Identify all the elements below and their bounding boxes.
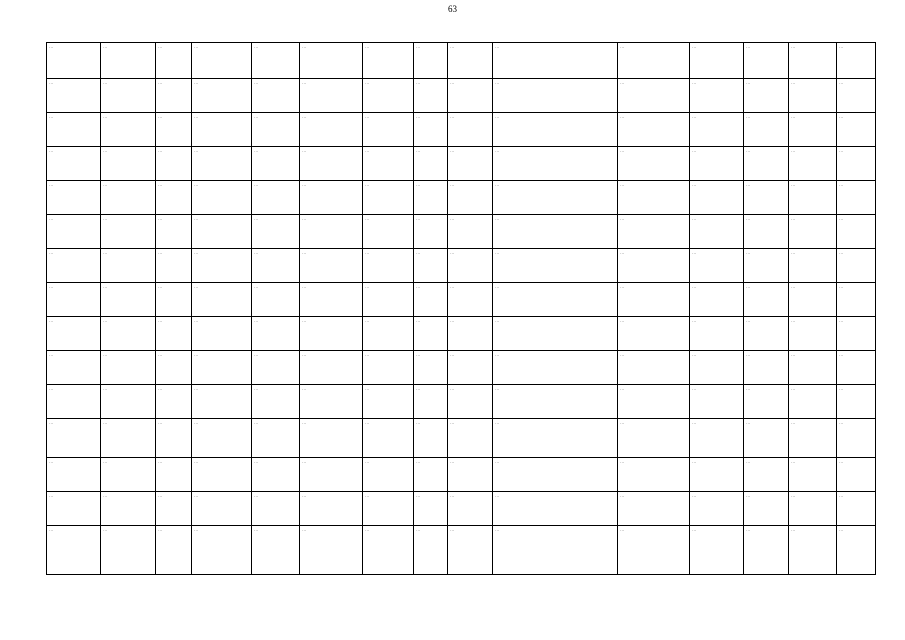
table-cell: …: [789, 283, 837, 317]
table-row: [47, 79, 876, 113]
table-cell: …: [618, 283, 690, 317]
table-cell: …: [690, 181, 744, 215]
table-cell: …: [363, 79, 414, 113]
table-cell: …: [493, 113, 618, 147]
table-cell: …: [837, 79, 876, 113]
table-cell: …: [448, 351, 493, 385]
table-cell: …: [300, 215, 363, 249]
table-cell: …: [192, 181, 252, 215]
table-cell: …: [837, 215, 876, 249]
table-cell: …: [690, 458, 744, 492]
table-cell: …: [101, 215, 156, 249]
table-cell: …: [789, 215, 837, 249]
table-cell: …: [618, 43, 690, 79]
table-cell: …: [156, 113, 192, 147]
table-cell: …: [789, 79, 837, 113]
table-cell: …: [414, 385, 448, 419]
table-cell: …: [690, 249, 744, 283]
table-cell: …: [300, 113, 363, 147]
table-cell: …: [252, 458, 300, 492]
table-cell: …: [789, 351, 837, 385]
table-cell: …: [101, 458, 156, 492]
table-cell: …: [156, 147, 192, 181]
table-cell: …: [414, 283, 448, 317]
table-cell: …: [192, 283, 252, 317]
table-cell: …: [618, 181, 690, 215]
table-cell: …: [690, 113, 744, 147]
table-cell: …: [744, 419, 789, 458]
table-cell: …: [363, 147, 414, 181]
table-cell: …: [493, 492, 618, 526]
table-cell: …: [493, 458, 618, 492]
table-row: [47, 215, 876, 249]
table-cell: …: [192, 385, 252, 419]
table-cell: …: [101, 385, 156, 419]
table-cell: …: [300, 419, 363, 458]
table-cell: …: [448, 526, 493, 575]
table-cell: …: [744, 113, 789, 147]
table-row: [47, 385, 876, 419]
table-cell: …: [789, 492, 837, 526]
table-cell: …: [252, 147, 300, 181]
table-cell: …: [156, 283, 192, 317]
table-cell: …: [101, 526, 156, 575]
table-cell: …: [414, 419, 448, 458]
table-cell: …: [47, 492, 101, 526]
table-cell: …: [300, 181, 363, 215]
table-cell: …: [837, 317, 876, 351]
table-cell: …: [789, 385, 837, 419]
table-cell: …: [618, 419, 690, 458]
table-cell: …: [690, 317, 744, 351]
table-cell: …: [493, 43, 618, 79]
table-cell: …: [252, 526, 300, 575]
table-cell: …: [448, 419, 493, 458]
table-row: [47, 317, 876, 351]
table-cell: …: [47, 283, 101, 317]
table-cell: …: [837, 385, 876, 419]
table-cell: …: [414, 249, 448, 283]
table-cell: …: [744, 215, 789, 249]
table-cell: …: [690, 79, 744, 113]
table-cell: …: [789, 526, 837, 575]
table-cell: …: [252, 351, 300, 385]
table-cell: …: [493, 385, 618, 419]
table-cell: …: [448, 147, 493, 181]
table-cell: …: [101, 181, 156, 215]
table-cell: …: [414, 317, 448, 351]
table-cell: …: [363, 249, 414, 283]
table-cell: …: [47, 181, 101, 215]
table-cell: …: [363, 526, 414, 575]
table-row: [47, 283, 876, 317]
table-cell: …: [690, 492, 744, 526]
table-row: [47, 181, 876, 215]
table-cell: …: [493, 317, 618, 351]
table-cell: …: [252, 181, 300, 215]
table-cell: …: [192, 351, 252, 385]
table-cell: …: [493, 215, 618, 249]
table-cell: …: [156, 317, 192, 351]
table-cell: …: [192, 113, 252, 147]
table-cell: …: [252, 249, 300, 283]
table-cell: …: [192, 492, 252, 526]
table-cell: …: [448, 113, 493, 147]
table-cell: …: [493, 79, 618, 113]
table-cell: …: [789, 317, 837, 351]
table-cell: …: [47, 526, 101, 575]
table-cell: …: [156, 458, 192, 492]
table-cell: …: [252, 492, 300, 526]
table-cell: …: [618, 385, 690, 419]
table-cell: …: [618, 215, 690, 249]
table-cell: …: [156, 492, 192, 526]
table-cell: …: [47, 249, 101, 283]
table-cell: …: [156, 79, 192, 113]
table-row: [47, 458, 876, 492]
table-cell: …: [837, 419, 876, 458]
table-cell: …: [744, 351, 789, 385]
table-cell: …: [744, 79, 789, 113]
table-cell: …: [414, 181, 448, 215]
services-register-table: [46, 42, 876, 575]
table-cell: …: [414, 351, 448, 385]
table-cell: …: [363, 385, 414, 419]
table-cell: …: [300, 492, 363, 526]
table-cell: …: [101, 113, 156, 147]
table-cell: …: [252, 419, 300, 458]
page-number: 63: [448, 4, 457, 14]
table-cell: …: [252, 283, 300, 317]
table-body: [47, 43, 876, 575]
table-cell: …: [493, 147, 618, 181]
table-cell: …: [837, 526, 876, 575]
table-cell: …: [448, 79, 493, 113]
table-row: [47, 43, 876, 79]
table-cell: …: [618, 317, 690, 351]
table-cell: …: [414, 113, 448, 147]
table-cell: …: [618, 147, 690, 181]
table-cell: …: [618, 526, 690, 575]
table-cell: …: [690, 385, 744, 419]
table-cell: …: [789, 181, 837, 215]
table-cell: …: [47, 215, 101, 249]
table-cell: …: [101, 283, 156, 317]
table-cell: …: [252, 215, 300, 249]
table-cell: …: [101, 351, 156, 385]
table-cell: …: [47, 79, 101, 113]
table-cell: …: [252, 79, 300, 113]
table-cell: …: [690, 283, 744, 317]
table-cell: …: [837, 492, 876, 526]
table-cell: …: [690, 526, 744, 575]
table-cell: …: [618, 249, 690, 283]
table-cell: …: [493, 351, 618, 385]
table-cell: …: [414, 526, 448, 575]
table-cell: …: [414, 492, 448, 526]
table-cell: …: [414, 458, 448, 492]
table-cell: …: [300, 249, 363, 283]
table-cell: …: [744, 283, 789, 317]
table-cell: …: [744, 43, 789, 79]
table-cell: …: [789, 43, 837, 79]
table-cell: …: [47, 43, 101, 79]
table-cell: …: [837, 351, 876, 385]
table-cell: …: [47, 113, 101, 147]
table-cell: …: [690, 351, 744, 385]
table-cell: …: [448, 249, 493, 283]
table-cell: …: [300, 385, 363, 419]
table-row: [47, 526, 876, 575]
table-cell: …: [618, 113, 690, 147]
table-cell: …: [47, 458, 101, 492]
table-cell: …: [156, 385, 192, 419]
table-row: [47, 249, 876, 283]
table-cell: …: [837, 249, 876, 283]
table-cell: …: [744, 249, 789, 283]
table-cell: …: [414, 147, 448, 181]
table-cell: …: [618, 351, 690, 385]
table-cell: …: [837, 458, 876, 492]
table-cell: …: [300, 79, 363, 113]
table-cell: …: [252, 113, 300, 147]
table-cell: …: [837, 113, 876, 147]
table-cell: …: [363, 317, 414, 351]
table-cell: …: [493, 181, 618, 215]
table-cell: …: [192, 317, 252, 351]
table-cell: …: [156, 526, 192, 575]
table-cell: …: [47, 351, 101, 385]
table-cell: …: [363, 492, 414, 526]
table-cell: …: [493, 249, 618, 283]
table-cell: …: [448, 458, 493, 492]
table-cell: …: [101, 249, 156, 283]
table-cell: …: [448, 43, 493, 79]
table-cell: …: [363, 113, 414, 147]
table-cell: …: [300, 351, 363, 385]
table-cell: …: [837, 181, 876, 215]
table-cell: …: [690, 215, 744, 249]
table-row: [47, 147, 876, 181]
table-cell: …: [101, 419, 156, 458]
table-cell: …: [618, 492, 690, 526]
table-cell: …: [618, 458, 690, 492]
table-cell: …: [300, 147, 363, 181]
table-cell: …: [414, 79, 448, 113]
table-cell: …: [744, 385, 789, 419]
table-cell: …: [156, 215, 192, 249]
table-cell: …: [156, 249, 192, 283]
table-cell: …: [493, 419, 618, 458]
table-cell: …: [300, 458, 363, 492]
table-cell: …: [156, 181, 192, 215]
table-cell: …: [300, 283, 363, 317]
table-cell: …: [837, 283, 876, 317]
table-cell: …: [448, 181, 493, 215]
table-cell: …: [789, 147, 837, 181]
table-cell: …: [252, 43, 300, 79]
table-cell: …: [448, 385, 493, 419]
table-cell: …: [300, 317, 363, 351]
table-cell: …: [414, 43, 448, 79]
table-cell: …: [744, 526, 789, 575]
table-cell: …: [252, 317, 300, 351]
table-cell: …: [363, 458, 414, 492]
table-cell: …: [744, 317, 789, 351]
table-cell: …: [47, 385, 101, 419]
table-cell: …: [744, 458, 789, 492]
table-cell: …: [363, 43, 414, 79]
table-cell: …: [192, 419, 252, 458]
table-cell: …: [47, 317, 101, 351]
table-cell: …: [156, 351, 192, 385]
table-cell: …: [493, 283, 618, 317]
table-cell: …: [363, 283, 414, 317]
table-cell: …: [101, 492, 156, 526]
table-cell: …: [363, 419, 414, 458]
table-row: [47, 419, 876, 458]
table-cell: …: [744, 147, 789, 181]
table-cell: …: [690, 419, 744, 458]
table-cell: …: [192, 147, 252, 181]
table-cell: …: [789, 419, 837, 458]
table-cell: …: [837, 147, 876, 181]
table-cell: …: [47, 419, 101, 458]
table-cell: …: [192, 458, 252, 492]
table-cell: …: [448, 215, 493, 249]
table-cell: …: [789, 458, 837, 492]
table-cell: …: [744, 181, 789, 215]
table-cell: …: [192, 79, 252, 113]
table-cell: …: [448, 283, 493, 317]
table-row: [47, 492, 876, 526]
table-cell: …: [192, 215, 252, 249]
table-cell: …: [252, 385, 300, 419]
table-cell: …: [156, 43, 192, 79]
table-cell: …: [47, 147, 101, 181]
table-cell: …: [448, 317, 493, 351]
table-cell: …: [363, 215, 414, 249]
table-cell: …: [192, 526, 252, 575]
table-cell: …: [156, 419, 192, 458]
table-cell: …: [789, 113, 837, 147]
table-cell: …: [300, 43, 363, 79]
table-cell: …: [414, 215, 448, 249]
table-cell: …: [300, 526, 363, 575]
table-cell: …: [837, 43, 876, 79]
table-cell: …: [101, 79, 156, 113]
table-cell: …: [789, 249, 837, 283]
table-cell: …: [101, 43, 156, 79]
table-row: [47, 113, 876, 147]
table-cell: …: [744, 492, 789, 526]
table-cell: …: [448, 492, 493, 526]
table-cell: …: [690, 147, 744, 181]
table-cell: …: [101, 317, 156, 351]
table-row: [47, 351, 876, 385]
table-cell: …: [690, 43, 744, 79]
table-cell: …: [192, 249, 252, 283]
table-cell: …: [192, 43, 252, 79]
table-cell: …: [363, 351, 414, 385]
table-cell: …: [618, 79, 690, 113]
table-cell: …: [101, 147, 156, 181]
table-cell: …: [363, 181, 414, 215]
table-cell: …: [493, 526, 618, 575]
